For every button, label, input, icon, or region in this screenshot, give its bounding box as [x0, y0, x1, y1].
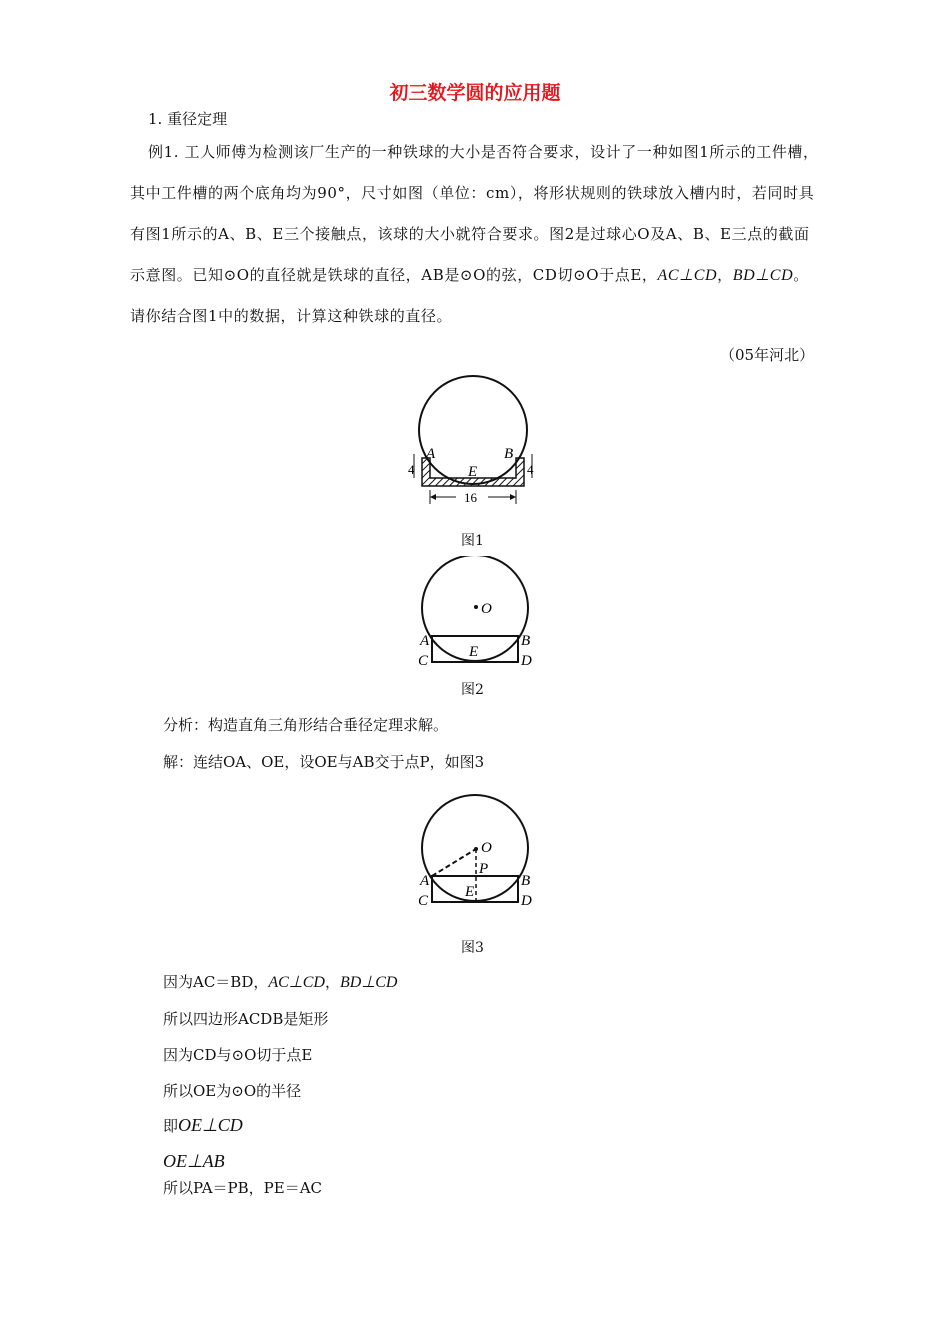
fig2-label-c: C: [418, 653, 429, 669]
comma: ，: [717, 266, 733, 284]
section-heading: 1. 重径定理: [148, 110, 228, 128]
fig3-label-o: O: [481, 840, 492, 856]
step-6-math: OE⊥AB: [163, 1151, 225, 1171]
fig2-label-a: A: [420, 633, 430, 649]
step-1-math-2: BD⊥CD: [339, 974, 398, 991]
step-3: 因为CD与⊙O切于点E: [163, 1046, 313, 1064]
fig1-label-b: B: [504, 446, 514, 462]
step-5-text: 即: [163, 1117, 179, 1135]
figure-1-caption: 图1: [461, 533, 484, 549]
fig1-label-e: E: [468, 464, 478, 480]
fig2-label-e: E: [469, 644, 479, 660]
figure-3-caption: 图3: [461, 940, 484, 956]
figure-3-diagram: [410, 792, 540, 912]
source-note: （05年河北）: [720, 346, 815, 364]
fig1-label-a: A: [426, 446, 436, 462]
solution-intro: 解：连结OA、OE，设OE与AB交于点P，如图3: [163, 753, 485, 771]
step-5-math: OE⊥CD: [178, 1115, 243, 1135]
fig3-label-b: B: [521, 873, 531, 889]
step-1: [163, 971, 397, 992]
fig1-dim-left: 4: [408, 462, 415, 477]
fig3-label-e: E: [465, 884, 475, 900]
math-bd-perp-cd: BD⊥CD: [732, 267, 794, 284]
fig3-label-c: C: [418, 893, 429, 909]
fig2-label-d: D: [521, 653, 532, 669]
step-5: [163, 1115, 243, 1136]
fig3-label-p: P: [479, 861, 489, 877]
example-text-end: 。请你结合图1中的数据，计算这种铁球的直径。: [130, 266, 809, 325]
step-1-comma: ，: [324, 973, 340, 991]
step-4: 所以OE为⊙O的半径: [163, 1082, 302, 1100]
example-text: 例1. 工人师傅为检测该厂生产的一种铁球的大小是否符合要求，设计了一种如图1所示的工件槽，其中工件槽的两个底角均为90°，尺寸如图（单位：cm），将形状规则的铁球放入槽内时，若同时具有图1所示的A、B、E三个接触点，该球的大小就符合要求。图2是过球心O及A、B、E三点的截面示意图。已知⊙O的直径就是铁球的直径，AB是⊙O的弦，CD切⊙O于点E，: [130, 143, 819, 284]
rectangle-acdb: [432, 876, 518, 902]
fig2-label-b: B: [521, 633, 531, 649]
step-7: 所以PA＝PB，PE＝AC: [163, 1179, 323, 1197]
example-paragraph: [130, 132, 820, 337]
figure-1-diagram: [400, 372, 550, 512]
analysis-text: 分析：构造直角三角形结合垂径定理求解。: [163, 716, 449, 734]
step-1-math-1: AC⊥CD: [268, 974, 325, 991]
page-title: 初三数学圆的应用题: [389, 82, 561, 104]
segment-oa: [432, 849, 476, 876]
math-ac-perp-cd: AC⊥CD: [657, 267, 718, 284]
step-2: 所以四边形ACDB是矩形: [163, 1010, 329, 1028]
step-6: [163, 1151, 225, 1172]
figure-2-diagram: [410, 556, 540, 672]
step-1-text: 因为AC＝BD，: [163, 973, 269, 991]
fig3-label-a: A: [420, 873, 430, 889]
fig1-dim-right: 4: [527, 462, 534, 477]
fig3-label-d: D: [521, 893, 532, 909]
figure-2-caption: 图2: [461, 682, 484, 698]
fig1-dim-bottom: 16: [464, 490, 477, 505]
fig2-label-o: O: [481, 601, 492, 617]
